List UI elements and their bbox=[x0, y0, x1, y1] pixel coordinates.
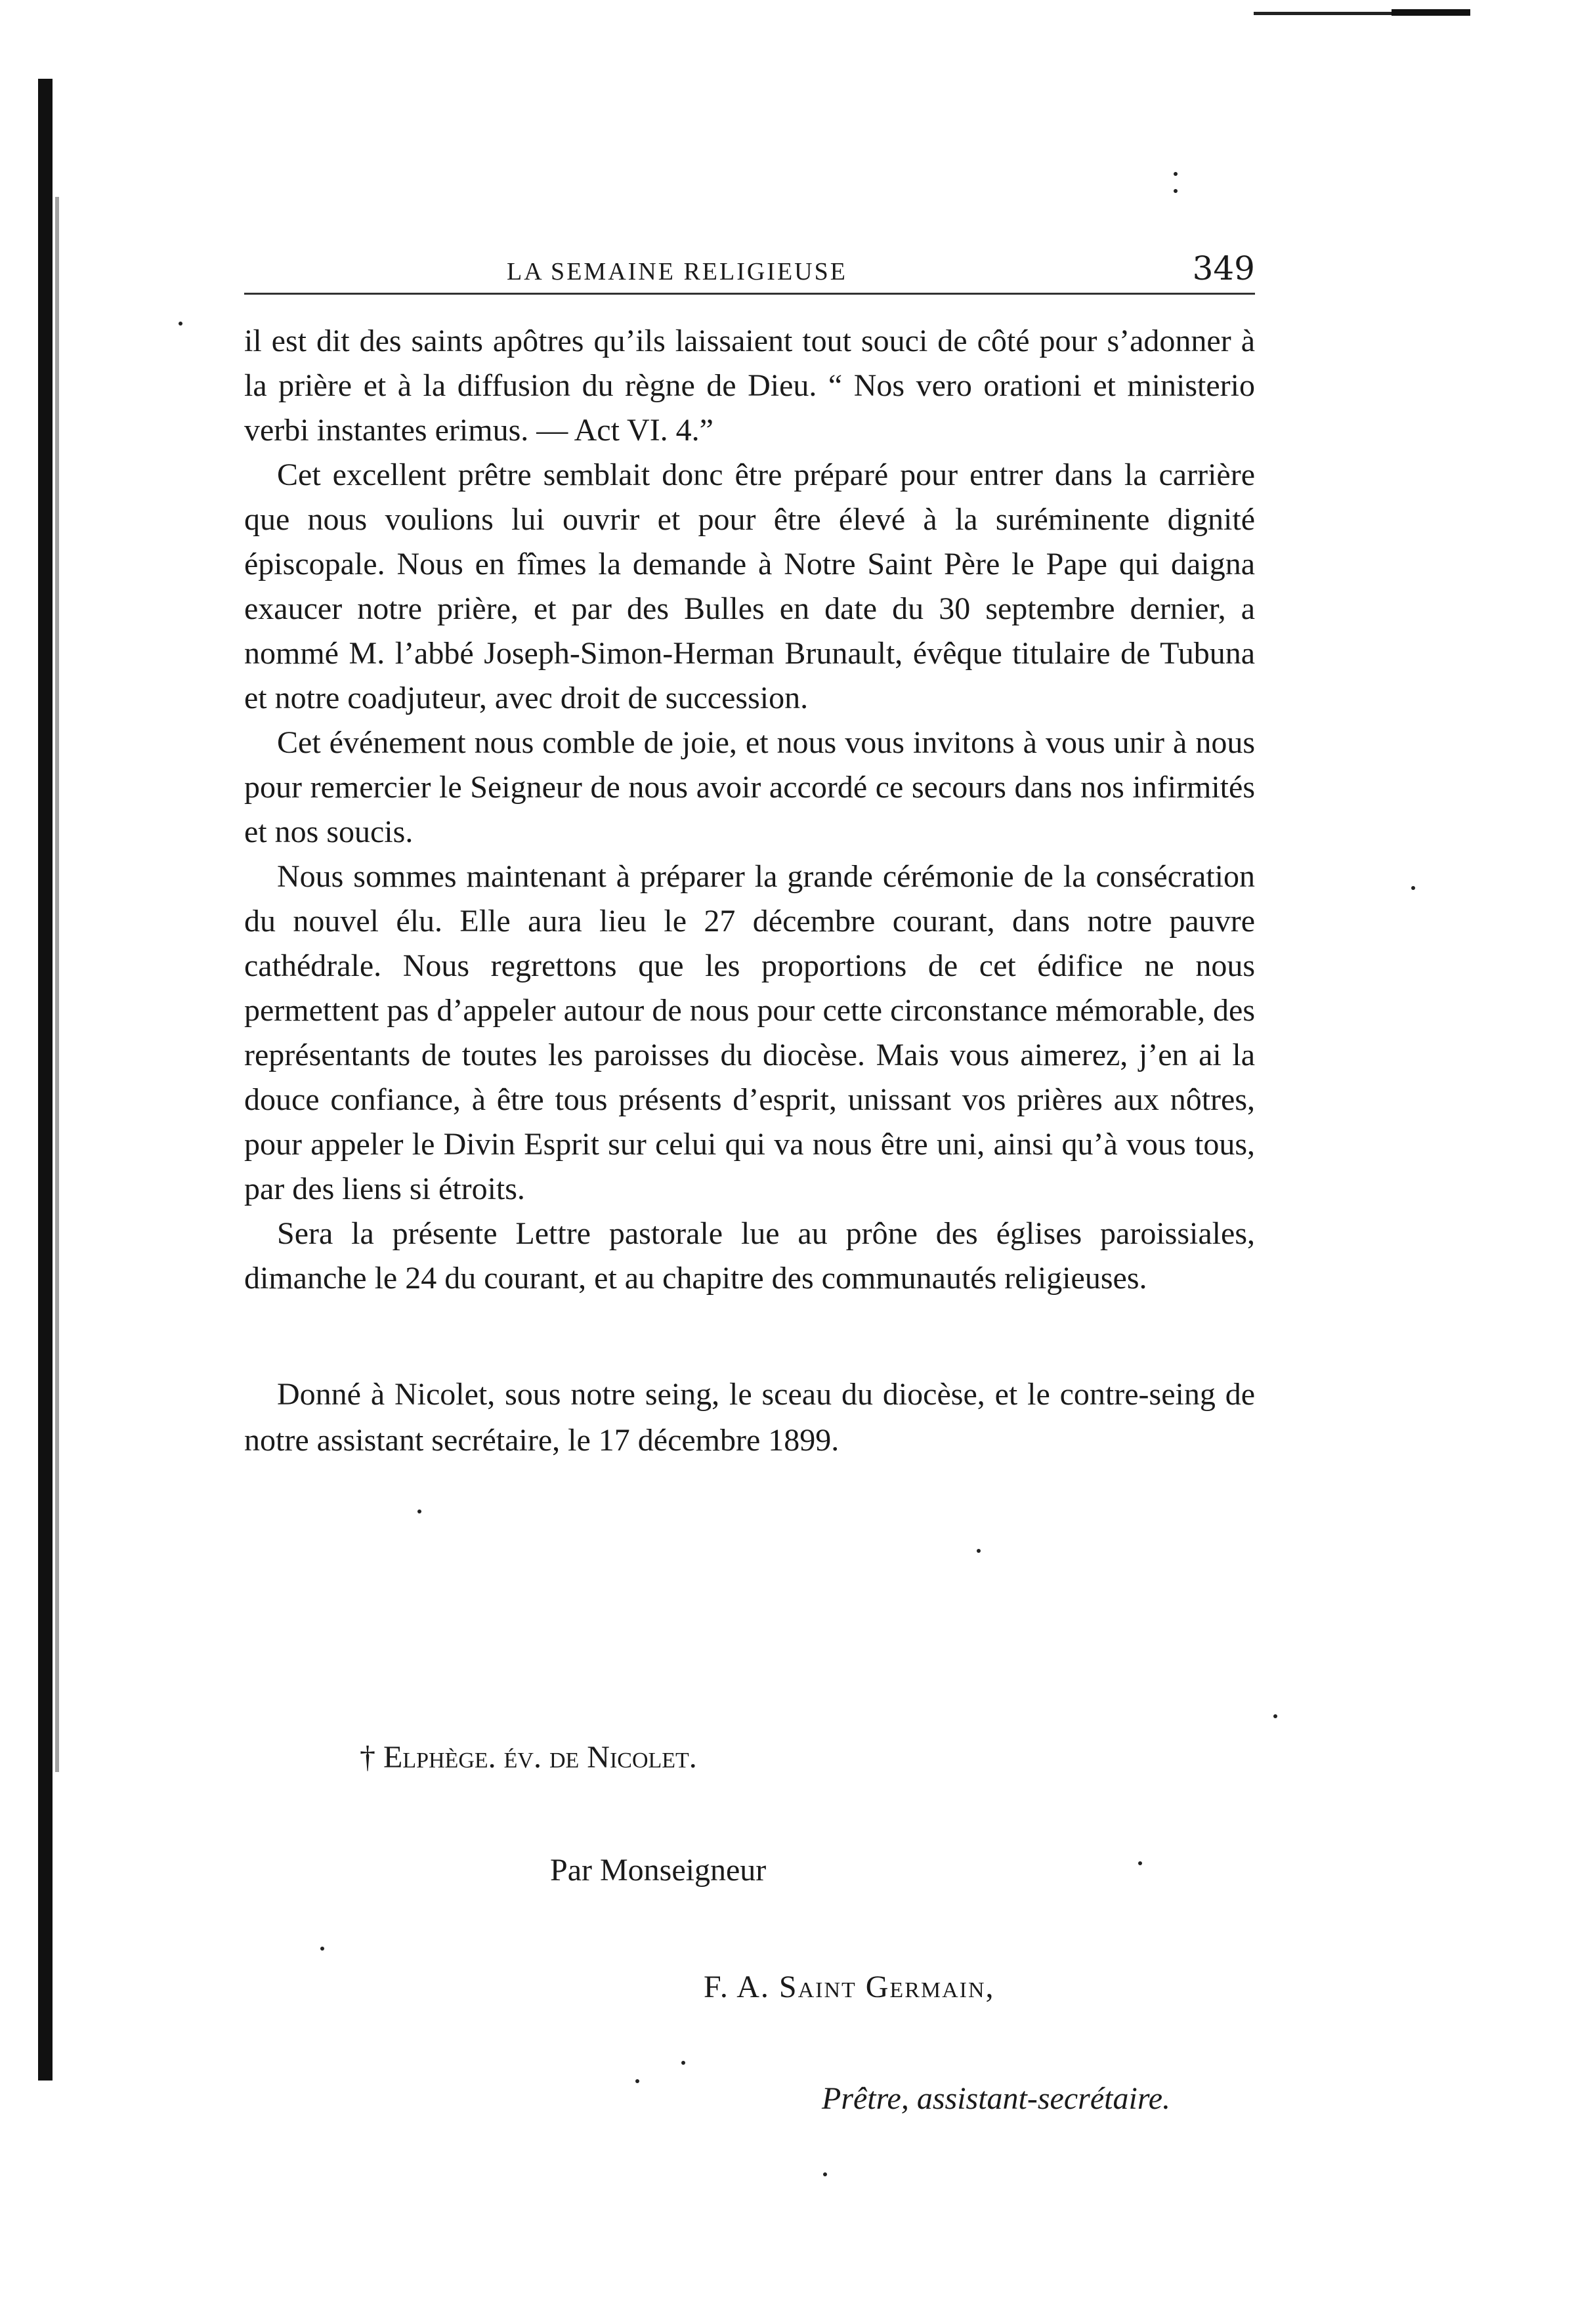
scan-speck bbox=[417, 1510, 421, 1513]
top-edge-rule-thick bbox=[1392, 9, 1470, 16]
secretary-title: Prêtre, assistant-secrétaire. bbox=[822, 2081, 1171, 2116]
scan-speck bbox=[977, 1549, 981, 1553]
paragraph-5: Sera la présente Lettre pastorale lue au prône des églises paroissiales, dimanche le 24 du courant, et au chapitre des communautés religieuses. bbox=[244, 1216, 1255, 1296]
paragraph-4: Nous sommes maintenant à préparer la grande cérémonie de la consécration du nouvel élu. Elle aura lieu le 27 décembre courant, dans notre pauvre cathédrale. Nous regrettons que les proportions de cet édifice ne nous permettent pas d’appeler autour de nous pour cette circonstance mémorable, des représentants de toutes les paroisses du diocèse. Mais vous aimerez, j’en ai la douce confiance, à être tous présents d’esprit, unissant vos prières aux nôtres, pour appeler le Divin Esprit sur celui qui va nous être uni, ainsi qu’à vous tous, par des liens si étroits. bbox=[244, 859, 1255, 1206]
scan-speck bbox=[1138, 1861, 1142, 1865]
paragraph-2: Cet excellent prêtre semblait donc être préparé pour entrer dans la carrière que nous voulions lui ouvrir et pour être élevé à la suréminente dignité épiscopale. Nous en fîmes la demande à Notre Saint Père le Pape qui daigna exaucer notre prière, et par des Bulles en date du 30 septembre dernier, a nommé M. l’abbé Joseph-Simon-Herman Brunault, évêque titulaire de Tubuna et notre coadjuteur, avec droit de succession. bbox=[244, 457, 1255, 715]
binding-edge-shadow bbox=[55, 197, 59, 1772]
cross-symbol: † bbox=[360, 1740, 375, 1775]
scan-speck bbox=[1411, 886, 1415, 890]
binding-edge bbox=[38, 79, 53, 2081]
bishop-signature bbox=[360, 1739, 697, 1775]
page-number: 349 bbox=[1192, 249, 1255, 287]
body-text bbox=[244, 319, 1255, 1301]
scan-speck bbox=[635, 2079, 639, 2083]
scan-speck bbox=[681, 2061, 685, 2065]
page bbox=[244, 249, 1255, 1495]
bishop-name: Elphège. év. de Nicolet. bbox=[383, 1740, 697, 1775]
scan-speck bbox=[1273, 1714, 1277, 1718]
running-head bbox=[244, 249, 1255, 295]
scan-speck bbox=[823, 2172, 827, 2176]
closing-paragraph: Donné à Nicolet, sous notre seing, le sceau du diocèse, et le contre-seing de notre assistant secrétaire, le 17 décembre 1899. bbox=[244, 1377, 1255, 1458]
scan-speck bbox=[1174, 172, 1178, 176]
secretary-name: F. A. Saint Germain, bbox=[704, 1970, 995, 2004]
running-title: LA SEMAINE RELIGIEUSE bbox=[507, 258, 847, 285]
paragraph-3: Cet événement nous comble de joie, et nous vous invitons à vous unir à nous pour remercier le Seigneur de nous avoir accordé ce secours dans nos infirmités et nos soucis. bbox=[244, 725, 1255, 849]
scan-speck bbox=[1174, 189, 1178, 193]
scan-speck bbox=[320, 1947, 324, 1951]
header-rule bbox=[244, 293, 1255, 295]
scan-speck bbox=[179, 322, 182, 326]
paragraph-1: il est dit des saints apôtres qu’ils laissaient tout souci de côté pour s’adonner à la prière et à la diffusion du règne de Dieu. “ Nos vero orationi et ministerio verbi instantes erimus. — Act VI. 4.” bbox=[244, 324, 1255, 448]
by-order-line: Par Monseigneur bbox=[550, 1853, 767, 1888]
